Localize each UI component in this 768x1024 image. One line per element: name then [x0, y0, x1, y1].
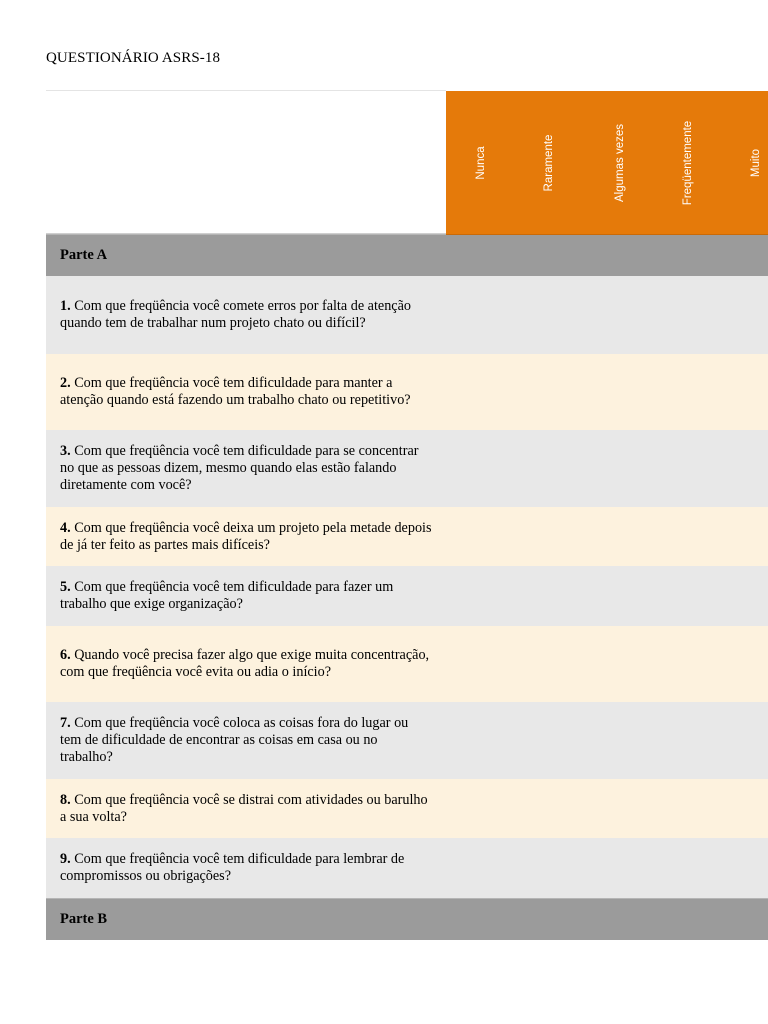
questionnaire-table [46, 90, 768, 940]
question-text: 5. Com que freqüência você tem dificuldade para fazer um trabalho que exige organização? [60, 579, 394, 612]
question-text: 6. Quando você precisa fazer algo que exige muita concentração, com que freqüência você evita ou adia o início? [60, 647, 430, 680]
document-title: QUESTIONÁRIO ASRS-18 [46, 50, 221, 66]
column-header-nunca: Nunca [475, 145, 487, 180]
column-header-raramente: Raramente [543, 134, 555, 191]
question-text: 3. Com que freqüência você tem dificuldade para se concentrar no que as pessoas dizem, mesmo quando elas estão falando diretamente com você? [60, 443, 419, 493]
frequency-header [446, 91, 768, 235]
question-row [46, 354, 768, 430]
question-text: 9. Com que freqüência você tem dificuldade para lembrar de compromissos ou obrigações? [60, 851, 405, 884]
question-text: 8. Com que freqüência você se distrai com atividades ou barulho a sua volta? [60, 791, 428, 825]
question-text: 7. Com que freqüência você coloca as coisas fora do lugar ou tem de dificuldade de encontrar as coisas em casa ou no trabalho? [60, 715, 409, 765]
question-text: 2. Com que freqüência você tem dificuldade para manter a atenção quando está fazendo um trabalho chato ou repetitivo? [60, 375, 411, 408]
section-part-a: Parte A [46, 234, 768, 276]
header-row [46, 91, 768, 234]
question-row [46, 276, 768, 354]
column-header-frequentemente: Freqüentemente [682, 120, 694, 205]
question-row [46, 838, 768, 898]
question-row [46, 566, 768, 626]
header-divider [46, 233, 446, 234]
column-header-algumas-vezes: Algumas vezes [614, 123, 626, 202]
question-text: 1. Com que freqüência você comete erros por falta de atenção quando tem de trabalhar num projeto chato ou difícil? [60, 298, 411, 331]
question-text: 4. Com que freqüência você deixa um projeto pela metade depois de já ter feito as partes mais difíceis? [60, 519, 432, 553]
question-row [46, 507, 768, 566]
section-part-b: Parte B [46, 898, 768, 940]
question-row [46, 626, 768, 702]
question-row [46, 430, 768, 507]
question-row [46, 779, 768, 838]
column-header-muito: Muito [750, 148, 762, 177]
question-row [46, 702, 768, 779]
